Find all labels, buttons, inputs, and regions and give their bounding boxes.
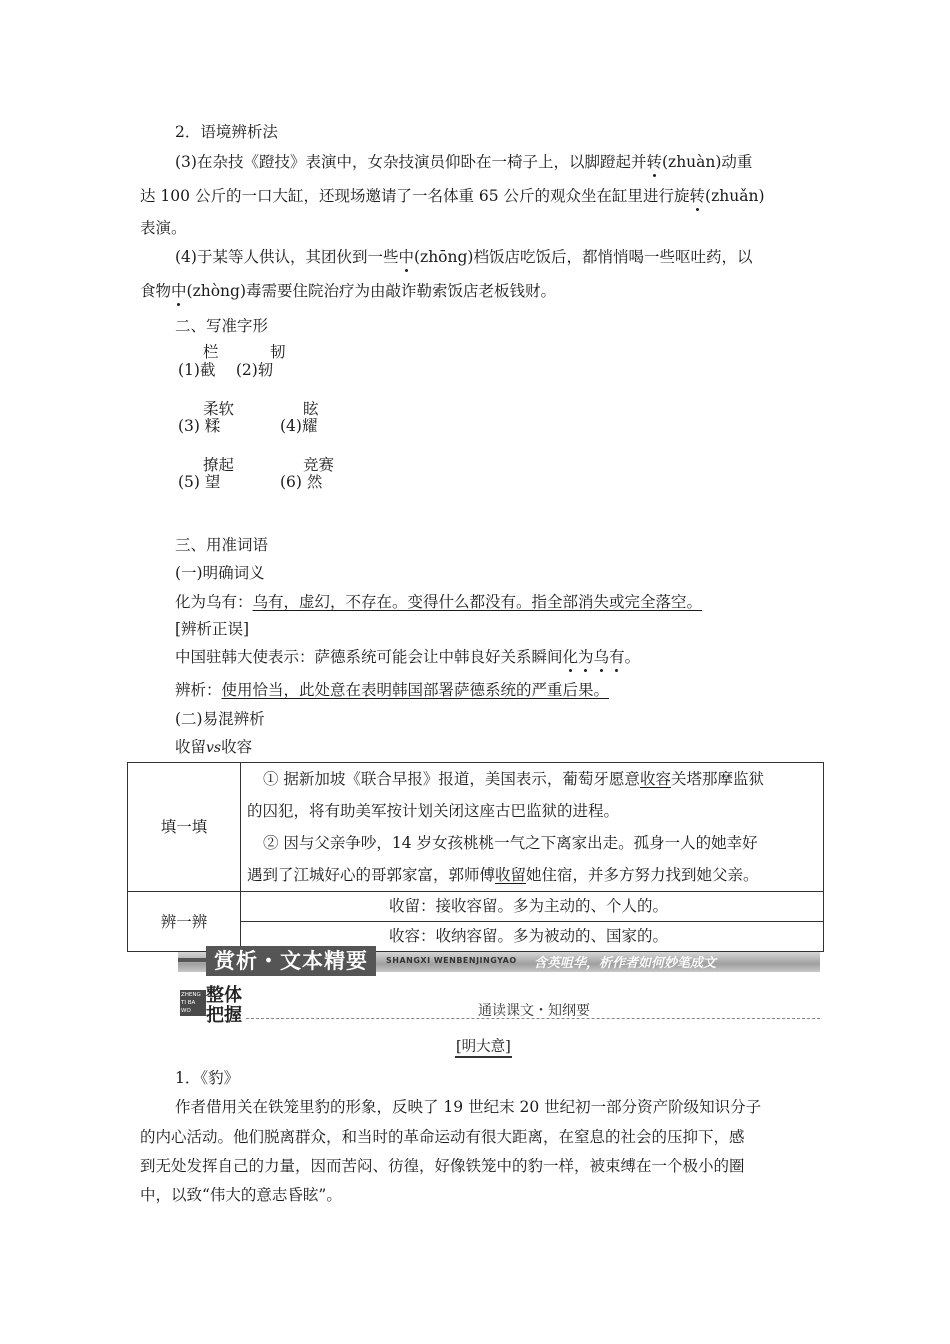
table-row <box>128 763 824 892</box>
analysis: 辨析：使用恰当，此处意在表明韩国部署萨德系统的严重后果。 <box>175 681 610 699</box>
char-item-5: (5) 望 <box>178 473 221 491</box>
section-title-context: 2．语境辨析法 <box>175 123 278 141</box>
section-banner <box>178 946 820 980</box>
char-item-4: (4)耀 <box>280 417 318 435</box>
paragraph-3-line-2: 达 100 公斤的一口大缸，还现场邀请了一名体重 65 公斤的观众坐在缸里进行旋转(zhuǎn) <box>140 187 765 205</box>
char-hint-2: 韧 <box>270 343 286 361</box>
subheader-title: 整体把握 <box>206 985 242 1026</box>
paragraph-4-line-1: (4)于某等人供认，其团伙到一些中(zhōng)档饭店吃饭后，都悄悄喝一些呕吐药，以 <box>175 248 753 266</box>
char-hint-3: 柔软 <box>203 400 235 418</box>
char-item-3: (3) 糅 <box>178 417 221 435</box>
bao-line-4: 中，以致“伟大的意志昏眩”。 <box>140 1186 342 1204</box>
paragraph-4-line-2: 食物中(zhòng)毒需要住院治疗为由敲诈勒索饭店老板钱财。 <box>140 282 557 300</box>
bracket-label: [辨析正误] <box>175 620 250 638</box>
char-hint-5: 撩起 <box>203 456 235 474</box>
distinguish-label: 辨一辨 <box>128 892 241 952</box>
definition: 化为乌有：乌有，虚幻，不存在。变得什么都没有。指全部消失或完全落空。 <box>175 593 703 611</box>
section-title-write: 二、写准字形 <box>175 317 269 335</box>
section-title-words: 三、用准词语 <box>175 536 269 554</box>
distinguish-2: 收容：收纳容留。多为被动的、国家的。 <box>241 922 824 952</box>
summary-tag: [明大意] <box>455 1038 512 1058</box>
fill-label: 填一填 <box>128 763 241 892</box>
char-row-1: (1)截 (2)轫 <box>178 361 274 379</box>
table-row <box>128 892 824 922</box>
distinguish-1: 收留：接收容留。多为主动的、个人的。 <box>241 892 824 922</box>
bao-line-2: 的内心活动。他们脱离群众，和当时的革命运动有很大距离，在窒息的社会的压抑下，感 <box>140 1128 745 1146</box>
subsection-confusable: (二)易混辨析 <box>175 710 265 728</box>
example-sentence: 中国驻韩大使表示：萨德系统可能会让中韩良好关系瞬间化为乌有。 <box>175 648 641 666</box>
bao-line-1: 作者借用关在铁笼里豹的形象，反映了 19 世纪末 20 世纪初一部分资产阶级知识分子 <box>175 1098 762 1116</box>
fill-content: ① 据新加坡《联合早报》报道，美国表示，葡萄牙愿意收容关塔那摩监狱 的囚犯，将有助美军按计划关闭这座古巴监狱的进程。 ② 因与父亲争吵，14 岁女孩桃桃一气之下离家出走。孤身一人的她幸好 遇到了江城好心的哥郭家富，郭师傅收留她住宿，并多方努力找到她父亲。 <box>241 763 824 892</box>
subheader <box>178 986 820 1028</box>
char-hint-1: 栏 <box>203 343 219 361</box>
char-hint-6: 竞赛 <box>303 456 335 474</box>
banner-slogan: 含英咀华，析作者如何妙笔成文 <box>534 956 717 971</box>
banner-pinyin: SHANGXI WENBENJINGYAO <box>386 956 517 965</box>
banner-title: 赏析・文本精要 <box>206 946 376 976</box>
char-hint-4: 眩 <box>303 400 319 418</box>
char-item-6: (6) 然 <box>280 473 323 491</box>
pinyin-badge-icon: ZHENG TI BA WO <box>180 990 206 1016</box>
bao-line-3: 到无处发挥自己的力量，因而苦闷、彷徨，好像铁笼中的豹一样，被束缚在一个极小的圈 <box>140 1157 745 1175</box>
vs-heading: 收留vs收容 <box>175 738 253 756</box>
paragraph-3-line-3: 表演。 <box>140 219 187 237</box>
subheader-right: 通读课文・知纲要 <box>478 1003 590 1019</box>
paragraph-3-line-1: (3)在杂技《蹬技》表演中，女杂技演员仰卧在一椅子上，以脚蹬起并转(zhuàn)动重 <box>175 153 753 171</box>
bao-title: 1．《豹》 <box>175 1069 240 1087</box>
exercise-table <box>127 762 824 952</box>
subsection-meaning: (一)明确词义 <box>175 564 265 582</box>
